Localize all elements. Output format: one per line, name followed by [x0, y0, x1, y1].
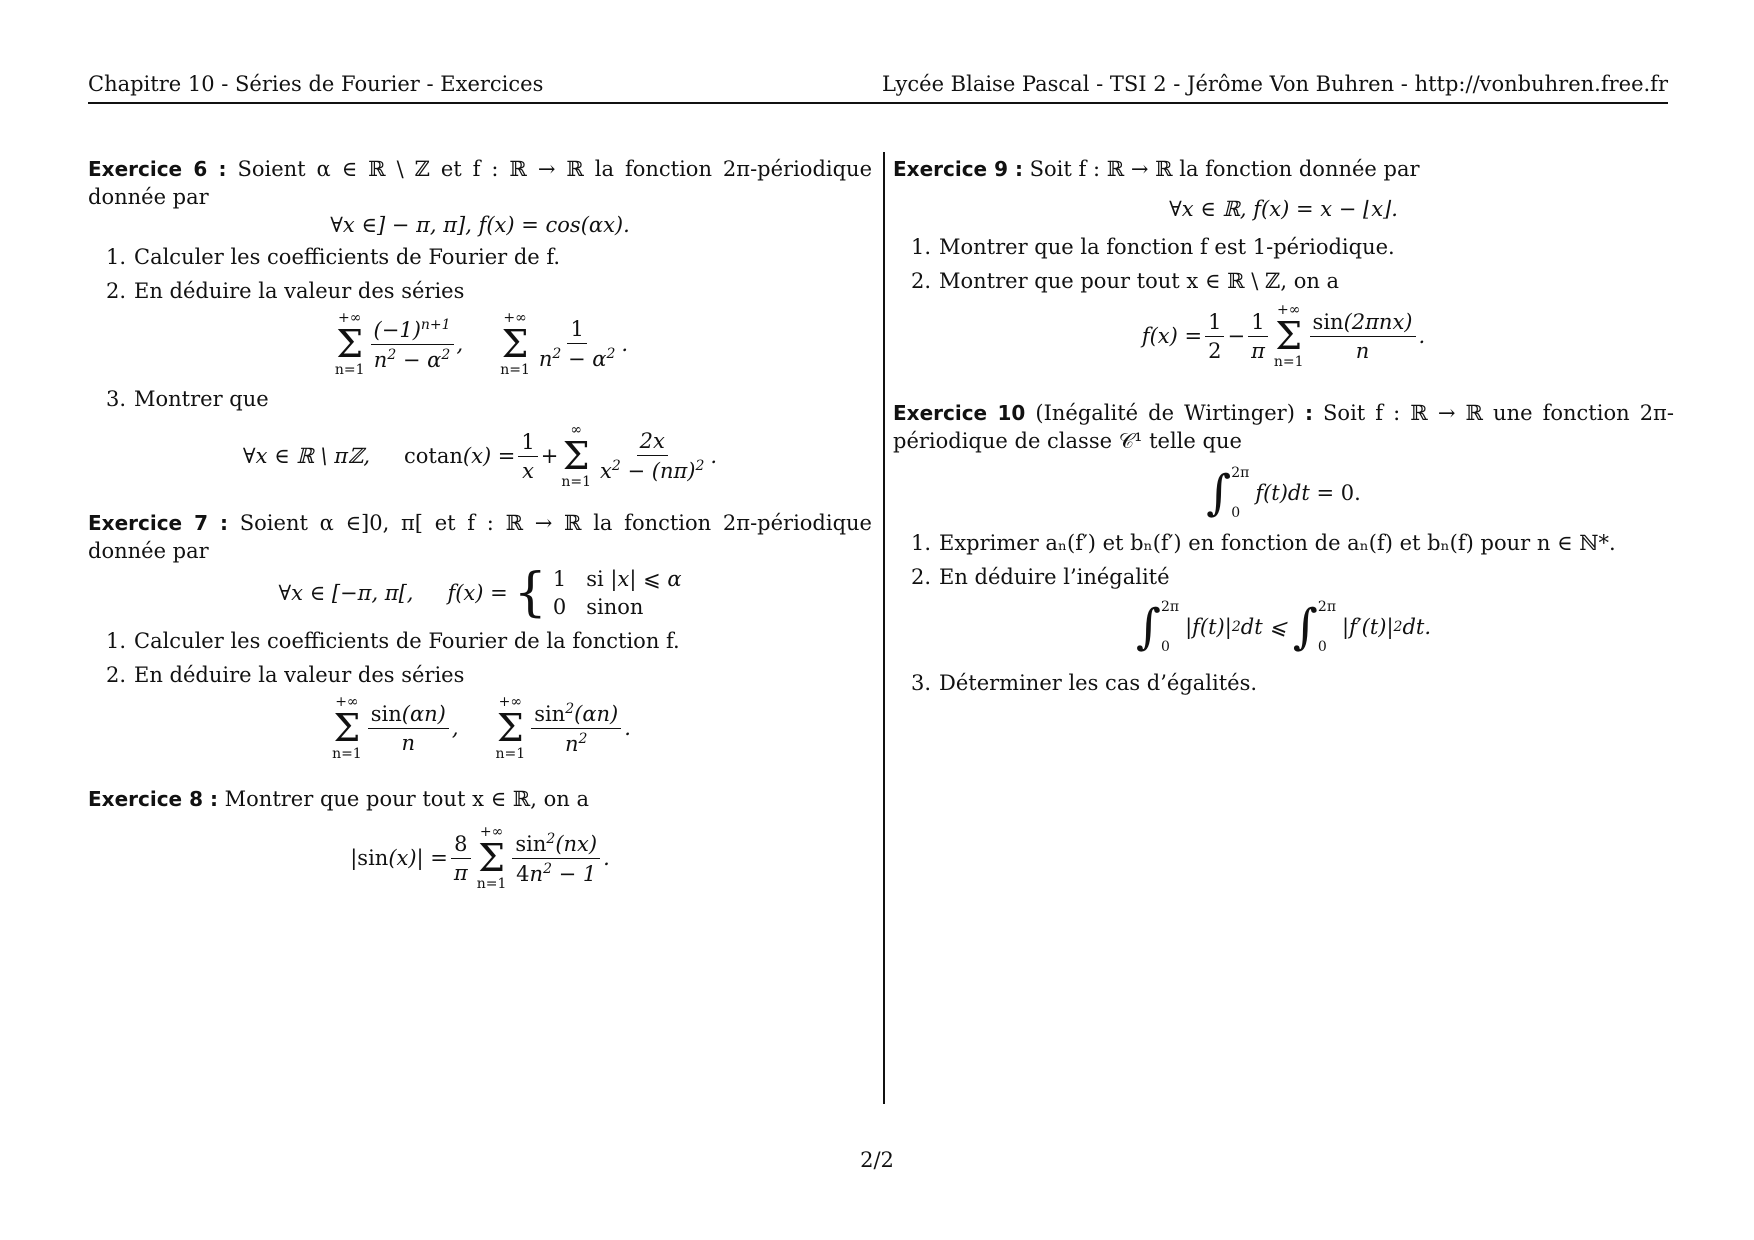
header-chapter-title: Chapitre 10 - Séries de Fourier - Exercices — [88, 72, 544, 96]
exercise-7-question-1: 1. Calculer les coefficients de Fourier de la fonction f. — [106, 629, 680, 653]
exercise-7-intro: Soient α ∈]0, π[ et f : ℝ → ℝ la fonction 2π-périodique donnée par — [88, 511, 872, 563]
exercise-6 — [88, 155, 872, 211]
exercise-6-questions — [88, 243, 872, 305]
exercise-9-formula: f(x) = $\frac{1}{2}$ − $\frac{1}{\pi}$ +∞ Σ n=1 $\frac{\text{sin(2πnx)}}{n}$ . — [1141, 302, 1426, 370]
exercise-10-question-1: 1. Exprimer aₙ(f′) et bₙ(f′) en fonction de aₙ(f) et bₙ(f) pour n ∈ ℕ*. — [911, 531, 1616, 555]
page-number: 2/2 — [860, 1148, 894, 1172]
exercise-6-intro: Soient α ∈ ℝ \ ℤ et f : ℝ → ℝ la fonction 2π-périodique donnée par — [88, 157, 872, 209]
exercise-9-definition: ∀x ∈ ℝ, f(x) = x − ⌊x⌋. — [1169, 197, 1398, 221]
exercise-9-question-2: 2. Montrer que pour tout x ∈ ℝ \ ℤ, on a — [911, 269, 1340, 293]
exercise-7 — [88, 509, 872, 565]
exercise-6-cotan-formula: ∀x ∈ ℝ \ πℤ, cotan (x) = $\frac{1}{x}$ + ∞ Σ n=1 $\frac{2x}{x^2 - (n\pi)^2}$ . — [242, 422, 718, 490]
exercise-6-definition: ∀x ∈] − π, π], f(x) = cos(αx). — [330, 213, 630, 237]
exercise-10-question-3: 3. Déterminer les cas d’égalités. — [911, 671, 1258, 695]
right-column — [893, 155, 1674, 703]
exercise-8-formula: | sin (x)| = $\frac{8}{\pi}$ +∞ Σ n=1 $\frac{\sin^2(nx)}{4n^2 - 1}$ . — [350, 824, 610, 892]
exercise-6-title: Exercice 6 : — [88, 157, 227, 181]
exercise-10-title: Exercice 10 — [893, 401, 1026, 425]
exercise-9 — [893, 155, 1674, 183]
column-divider — [883, 152, 885, 1104]
left-column — [88, 155, 872, 891]
exercise-10: Exercice 10 (Inégalité de Wirtinger) : Soit f : ℝ → ℝ une fonction 2π-périodique de classe 𝒞¹ telle que — [893, 401, 1674, 453]
exercise-7-title: Exercice 7 : — [88, 511, 229, 535]
exercise-8 — [88, 785, 872, 813]
exercise-7-question-2: 2. En déduire la valeur des séries — [106, 663, 465, 687]
exercise-6-question-1: 1. Calculer les coefficients de Fourier de f. — [106, 245, 561, 269]
exercise-7-definition: ∀x ∈ [−π, π[, f(x) = { 1 si |x| ⩽ α 0 sinon — [278, 563, 682, 623]
exercise-7-series-formula: +∞ Σ n=1 $\frac{\sin(\alpha n)}{n}$ , +∞ Σ n=1 $\frac{\sin^2(\alpha n)}{n^2}$ . — [332, 694, 631, 762]
exercise-10-subtitle: (Inégalité de Wirtinger) — [1035, 401, 1295, 425]
exercise-10-inequality: ∫ 2π 0 |f(t)| 2 dt ⩽ ∫ 2π 0 |f′(t)| 2 dt. — [1135, 599, 1432, 655]
exercise-6-question-3: 3. Montrer que — [106, 387, 269, 411]
exercise-10-condition: ∫ 2π 0 f(t)dt = 0. — [1206, 465, 1361, 521]
exercise-8-title: Exercice 8 : — [88, 787, 218, 811]
exercise-10-intro: Soit f : ℝ → ℝ une fonction 2π-périodique de classe 𝒞¹ telle que — [893, 401, 1674, 453]
exercise-8-intro: Montrer que pour tout x ∈ ℝ, on a — [224, 787, 589, 811]
exercise-10-question-2: 2. En déduire l’inégalité — [911, 565, 1170, 589]
exercise-6-question-2: 2. En déduire la valeur des séries — [106, 279, 465, 303]
exercise-9-intro: Soit f : ℝ → ℝ la fonction donnée par — [1029, 157, 1420, 181]
page-header — [88, 72, 1668, 104]
header-author-info: Lycée Blaise Pascal - TSI 2 - Jérôme Von Buhren - http://vonbuhren.free.fr — [881, 72, 1668, 96]
exercise-6-series-formula: +∞ Σ n=1 $\frac{(-1)^{n+1}}{n^2 - \alpha^2}$ , +∞ Σ n=1 $\frac{1}{n^2 - \alpha^2}$ . — [334, 310, 629, 378]
exercise-9-title: Exercice 9 : — [893, 157, 1023, 181]
exercise-9-question-1: 1. Montrer que la fonction f est 1-périodique. — [911, 235, 1395, 259]
